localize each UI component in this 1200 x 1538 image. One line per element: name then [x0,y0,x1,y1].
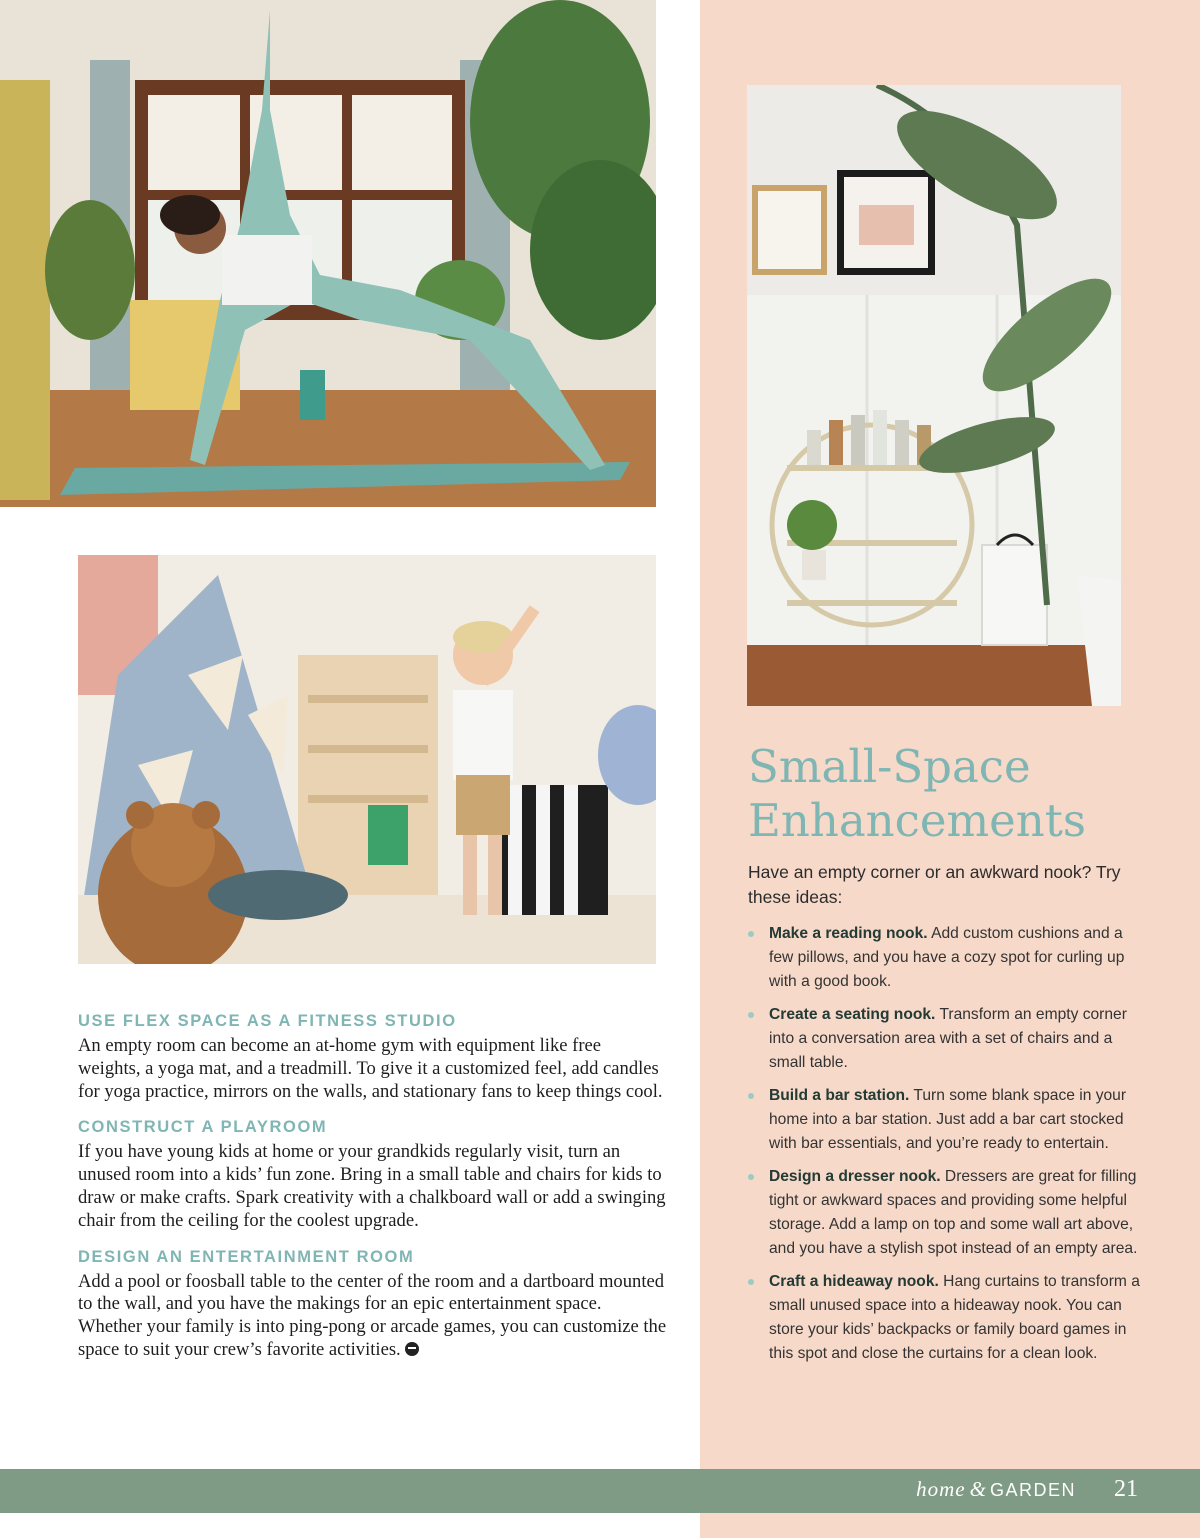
magazine-name-garden: GARDEN [989,1480,1076,1500]
section-entertainment-room [78,1248,668,1362]
sidebar-title-line-1: Small-Space [748,740,1031,793]
idea-text: Turn some blank space in your home into a bar station. Just add a bar cart stocked with bar essentials, and you’re ready to entertain. [769,1087,1127,1152]
sidebar-title-line-2: Enhancements [748,794,1086,847]
magazine-name [916,1477,1076,1502]
section-body: If you have young kids at home or your grandkids regularly visit, turn an unused room into a kids’ fun zone. Bring in a small table and chairs for kids to draw or make crafts. Spark creativity with a chalkboard wall or add a swinging chair from the ceiling for the coolest upgrade. [78,1141,666,1231]
idea-text: Hang curtains to transform a small unused space into a hideaway nook. You can store your kids’ backpacks or family board games in this spot and close the curtains for a clean look. [769,1273,1140,1362]
section-fitness-studio [78,1012,668,1103]
section-body-text: Add a pool or foosball table to the center of the room and a dartboard mounted to the wall, and you have the makings for an epic entertainment space. Whether your family is into ping-pong or arcade games, you can customize the space to suit your crew’s favorite activities. [78,1270,667,1360]
idea-text: Add custom cushions and a few pillows, and you have a cozy spot for curling up with a good book. [769,925,1125,990]
main-article [78,1012,668,1377]
section-heading: CONSTRUCT A PLAYROOM [78,1118,328,1137]
magazine-name-home: home [916,1477,966,1501]
magazine-name-amp: & [969,1477,986,1501]
section-heading: USE FLEX SPACE AS A FITNESS STUDIO [78,1012,457,1030]
idea-text: Transform an empty corner into a conversation area with a set of chairs and a small table. [769,1006,1127,1071]
idea-lead: Make a reading nook. [769,925,928,942]
idea-lead: Create a seating nook. [769,1006,936,1023]
idea-lead: Build a bar station. [769,1087,910,1104]
sidebar-title [748,740,1148,848]
playroom-photo [78,555,656,964]
ideas-list [748,922,1148,1366]
bullet-icon [748,931,754,937]
list-item [748,1270,1148,1366]
idea-lead: Craft a hideaway nook. [769,1273,939,1290]
section-body: An empty room can become an at-home gym with equipment like free weights, a yoga mat, and a treadmill. To give it a customized feel, add candles for yoga practice, mirrors on the walls, and stationary fans to keep things cool. [78,1035,663,1102]
bullet-icon [748,1093,754,1099]
bullet-icon [748,1279,754,1285]
page-number: 21 [1114,1476,1138,1502]
list-item [748,922,1148,994]
section-body-last [78,1271,668,1362]
section-playroom [78,1118,668,1232]
page-footer [0,1469,1200,1513]
list-item [748,1084,1148,1156]
section-heading: DESIGN AN ENTERTAINMENT ROOM [78,1247,415,1266]
list-item [748,1165,1148,1261]
small-space-sidebar [748,740,1148,1375]
yoga-photo [0,0,656,507]
bullet-icon [748,1174,754,1180]
bullet-icon [748,1012,754,1018]
bar-cart-photo [747,85,1121,706]
idea-text: Dressers are great for filling tight or awkward spaces and providing some helpful storage. Add a lamp on top and some wall art above, and you have a stylish spot instead of an empty area. [769,1168,1138,1257]
sidebar-intro: Have an empty corner or an awkward nook? Try these ideas: [748,862,1121,907]
end-mark-icon [405,1342,419,1356]
list-item [748,1003,1148,1075]
idea-lead: Design a dresser nook. [769,1168,941,1185]
